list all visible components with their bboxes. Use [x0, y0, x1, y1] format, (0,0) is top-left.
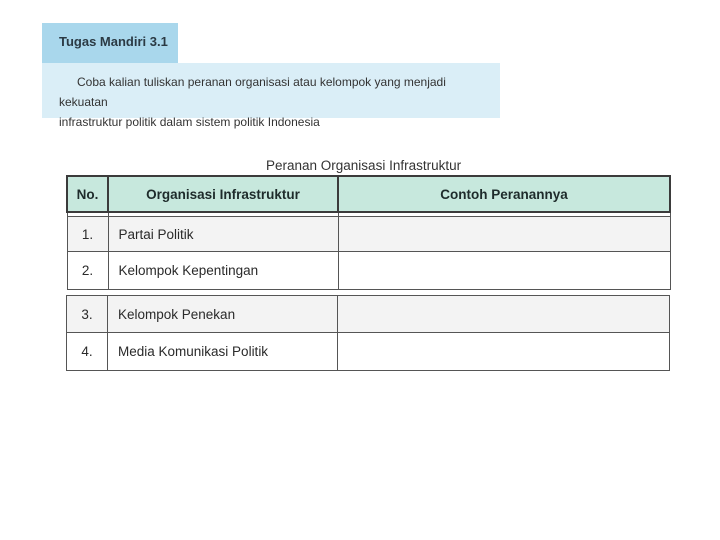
row-example-cell[interactable] — [338, 252, 670, 290]
row-number: 4. — [67, 333, 108, 371]
table-row — [67, 333, 670, 371]
row-organization: Media Komunikasi Politik — [108, 333, 338, 371]
infrastructure-table-continued — [66, 295, 670, 371]
table-caption: Peranan Organisasi Infrastruktur — [266, 158, 462, 173]
row-organization: Kelompok Kepentingan — [108, 252, 338, 290]
table-row — [67, 252, 670, 290]
infrastructure-table — [66, 175, 671, 290]
row-example-cell[interactable] — [338, 217, 670, 252]
header-example-role: Contoh Peranannya — [338, 176, 670, 212]
header-organization: Organisasi Infrastruktur — [108, 176, 338, 212]
row-number: 3. — [67, 296, 108, 333]
table-row — [67, 217, 670, 252]
row-organization: Partai Politik — [108, 217, 338, 252]
task-instructions — [42, 63, 500, 129]
task-line-2: infrastruktur politik dalam sistem politik Indonesia — [59, 115, 320, 129]
task-label: Tugas Mandiri 3.1 — [42, 23, 178, 63]
row-organization: Kelompok Penekan — [108, 296, 338, 333]
task-line-1: Coba kalian tuliskan peranan organisasi atau kelompok yang menjadi kekuatan — [59, 75, 446, 109]
table-header-row — [67, 176, 670, 212]
table-row — [67, 296, 670, 333]
row-example-cell[interactable] — [338, 333, 670, 371]
row-example-cell[interactable] — [338, 296, 670, 333]
header-no: No. — [67, 176, 108, 212]
row-number: 2. — [67, 252, 108, 290]
row-number: 1. — [67, 217, 108, 252]
